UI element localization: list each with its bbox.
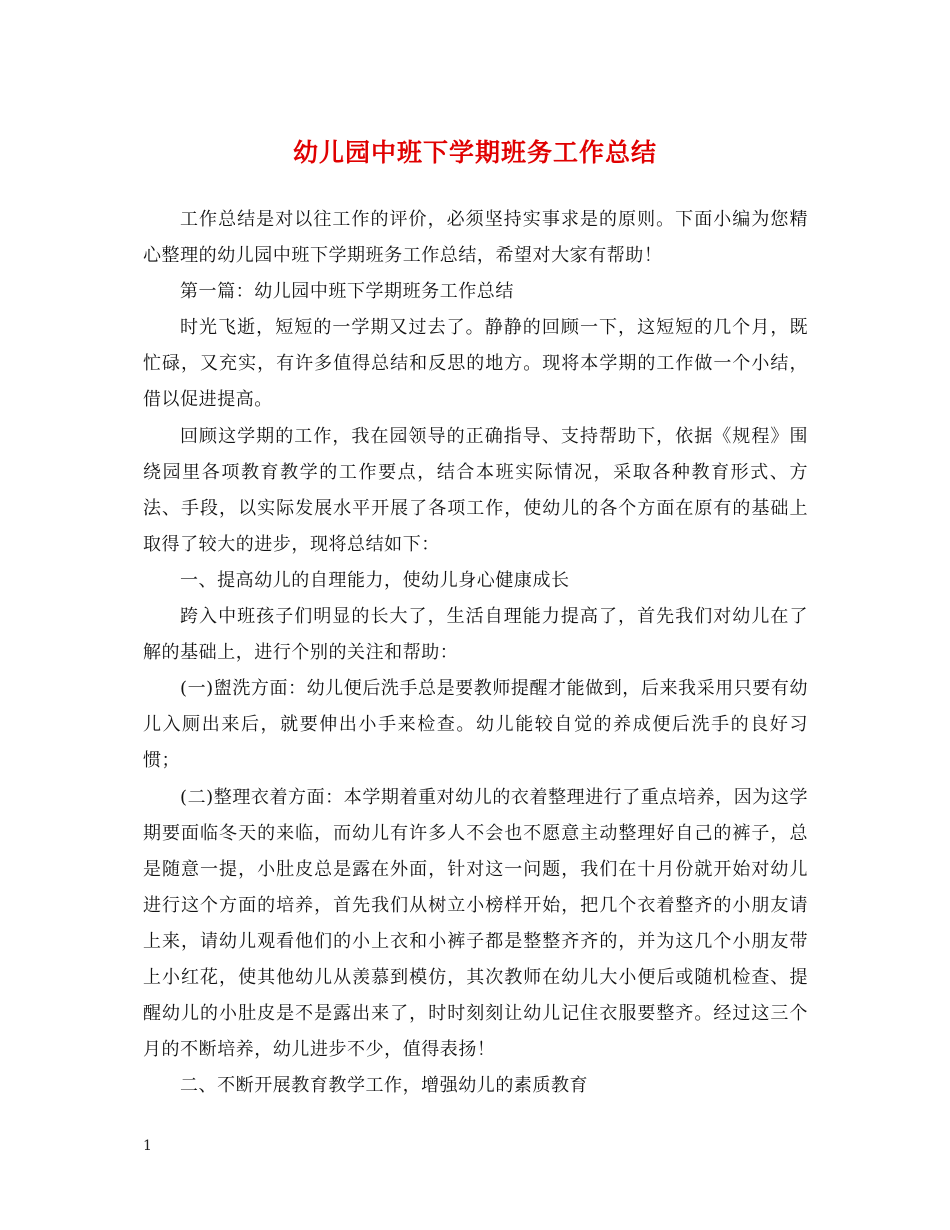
body-paragraph: 时光飞逝，短短的一学期又过去了。静静的回顾一下，这短短的几个月，既忙碌，又充实，有许多值得总结和反思的地方。现将本学期的工作做一个小结，借以促进提高。 [143, 317, 808, 411]
document-title: 幼儿园中班下学期班务工作总结 [292, 138, 657, 167]
section-heading-one: 一、提高幼儿的自理能力，使幼儿身心健康成长 [180, 569, 570, 591]
section-heading-first-article: 第一篇：幼儿园中班下学期班务工作总结 [180, 281, 514, 303]
intro-paragraph: 工作总结是对以往工作的评价，必须坚持实事求是的原则。下面小编为您精心整理的幼儿园中班下学期班务工作总结，希望对大家有帮助！ [143, 209, 808, 267]
document-body [143, 202, 808, 1104]
body-paragraph: 跨入中班孩子们明显的长大了，生活自理能力提高了，首先我们对幼儿在了解的基础上，进行个别的关注和帮助： [143, 606, 808, 664]
body-paragraph: (一)盥洗方面：幼儿便后洗手总是要教师提醒才能做到，后来我采用只要有幼儿入厕出来后，就要伸出小手来检查。幼儿能较自觉的养成便后洗手的良好习惯； [143, 678, 808, 772]
body-paragraph: (二)整理衣着方面：本学期着重对幼儿的衣着整理进行了重点培养，因为这学期要面临冬天的来临，而幼儿有许多人不会也不愿意主动整理好自己的裤子，总是随意一提，小肚皮总是露在外面，针对这一问题，我们在十月份就开始对幼儿进行这个方面的培养，首先我们从树立小榜样开始，把几个衣着整齐的小朋友请上来，请幼儿观看他们的小上衣和小裤子都是整整齐齐的，并为这几个小朋友带上小红花，使其他幼儿从羡慕到模仿，其次教师在幼儿大小便后或随机检查、提醒幼儿的小肚皮是不是露出来了，时时刻刻让幼儿记住衣服要整齐。经过这三个月的不断培养，幼儿进步不少，值得表扬！ [143, 786, 808, 1061]
page-number: 1 [143, 1138, 152, 1154]
section-heading-two: 二、不断开展教育教学工作，增强幼儿的素质教育 [180, 1075, 589, 1097]
body-paragraph: 回顾这学期的工作，我在园领导的正确指导、支持帮助下，依据《规程》围绕园里各项教育教学的工作要点，结合本班实际情况，采取各种教育形式、方法、手段，以实际发展水平开展了各项工作，使幼儿的各个方面在原有的基础上取得了较大的进步，现将总结如下： [143, 425, 808, 555]
